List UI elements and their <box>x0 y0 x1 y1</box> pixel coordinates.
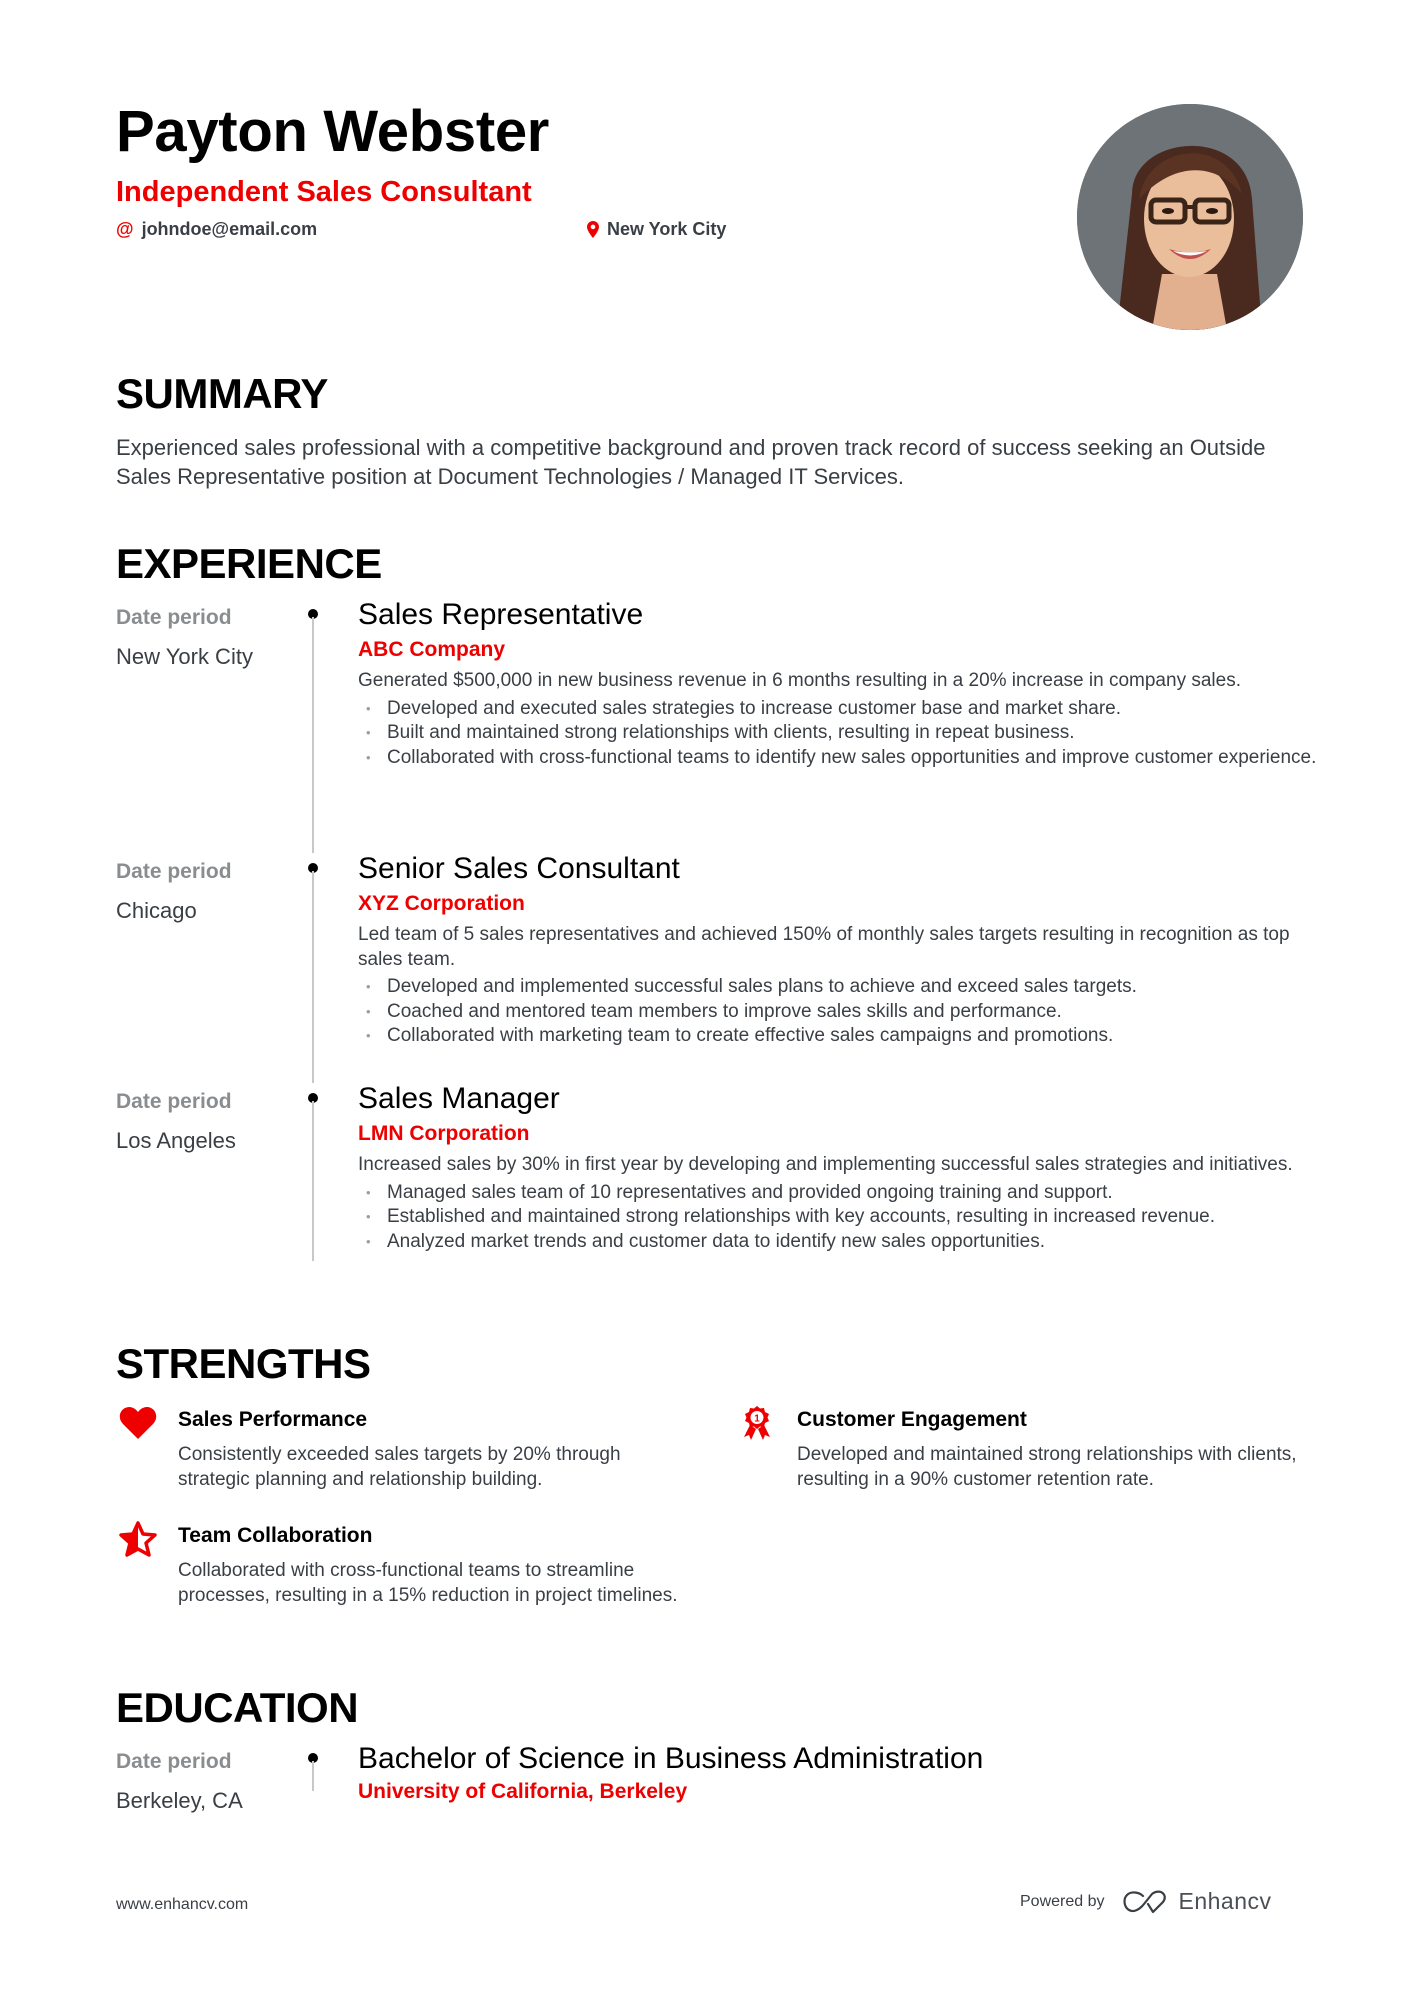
date-period: Date period <box>116 1750 232 1773</box>
enhancv-logo-icon <box>1123 1890 1169 1914</box>
bullet-item: • Managed sales team of 10 representatives and provided ongoing training and support. <box>358 1181 1318 1206</box>
candidate-name: Payton Webster <box>116 99 550 164</box>
summary-text: Experienced sales professional with a competitive background and proven track record of success seeking an Outside Sales Representative position at Document Technologies / Managed IT Services. <box>116 435 1266 489</box>
job-description: Increased sales by 30% in first year by developing and implementing successful sales strategies and initiatives. <box>358 1154 1293 1175</box>
strength-description: Developed and maintained strong relationships with clients, resulting in a 90% customer retention rate. <box>797 1444 1297 1490</box>
job-title: Senior Sales Consultant <box>358 852 680 885</box>
timeline-line <box>312 1761 314 1791</box>
date-period: Date period <box>116 606 232 629</box>
contact-location <box>587 218 726 240</box>
experience-heading: EXPERIENCE <box>116 540 382 587</box>
bullet-list <box>358 975 1318 1049</box>
bullet-list <box>358 697 1318 771</box>
star-icon <box>118 1521 158 1557</box>
summary-heading: SUMMARY <box>116 370 328 417</box>
svg-text:1: 1 <box>754 1413 760 1425</box>
job-title: Sales Manager <box>358 1082 560 1115</box>
bullet-item: • Developed and executed sales strategies to increase customer base and market share. <box>358 697 1318 722</box>
contact-email <box>116 218 317 240</box>
at-icon: @ <box>116 219 134 239</box>
website-link[interactable]: www.enhancv.com <box>116 1896 249 1913</box>
date-period: Date period <box>116 1090 232 1113</box>
experience-location: Los Angeles <box>116 1128 236 1153</box>
experience-location: Chicago <box>116 898 197 923</box>
bullet-item: • Coached and mentored team members to improve sales skills and performance. <box>358 1000 1318 1025</box>
candidate-title: Independent Sales Consultant <box>116 176 532 208</box>
company-name: ABC Company <box>358 638 506 661</box>
education-heading: EDUCATION <box>116 1684 359 1731</box>
job-description: Generated $500,000 in new business revenue in 6 months resulting in a 20% increase in company sales. <box>358 670 1241 691</box>
award-ribbon-icon <box>737 1405 777 1441</box>
map-pin-icon <box>587 221 599 238</box>
education-location: Berkeley, CA <box>116 1788 243 1813</box>
date-period: Date period <box>116 860 232 883</box>
strength-name: Team Collaboration <box>178 1524 373 1547</box>
timeline-line <box>312 871 314 1083</box>
profile-photo <box>1077 104 1303 330</box>
strength-description: Collaborated with cross-functional teams to streamline processes, resulting in a 15% reduction in project timelines. <box>178 1560 678 1606</box>
enhancv-logo[interactable] <box>1123 1888 1272 1915</box>
job-description: Led team of 5 sales representatives and achieved 150% of monthly sales targets resulting in recognition as top sales team. <box>358 924 1290 970</box>
job-title: Sales Representative <box>358 598 644 631</box>
bullet-item: • Established and maintained strong relationships with key accounts, resulting in increased revenue. <box>358 1205 1318 1230</box>
bullet-item: • Collaborated with marketing team to create effective sales campaigns and promotions. <box>358 1024 1318 1049</box>
location-text: New York City <box>607 219 727 239</box>
powered-by <box>1020 1888 1272 1915</box>
bullet-item: • Built and maintained strong relationships with clients, resulting in repeat business. <box>358 721 1318 746</box>
company-name: XYZ Corporation <box>358 892 525 915</box>
strength-name: Sales Performance <box>178 1408 368 1431</box>
bullet-list <box>358 1181 1318 1255</box>
company-name: LMN Corporation <box>358 1122 530 1145</box>
strengths-heading: STRENGTHS <box>116 1340 371 1387</box>
heart-icon <box>118 1405 158 1441</box>
experience-location: New York City <box>116 644 253 669</box>
brand-name: Enhancv <box>1178 1888 1272 1914</box>
bullet-item: • Analyzed market trends and customer data to identify new sales opportunities. <box>358 1230 1318 1255</box>
school-name: University of California, Berkeley <box>358 1780 688 1803</box>
powered-by-label: Powered by <box>1020 1892 1105 1910</box>
strength-description: Consistently exceeded sales targets by 20% through strategic planning and relationship building. <box>178 1444 621 1490</box>
bullet-item: • Collaborated with cross-functional teams to identify new sales opportunities and improve customer experience. <box>358 746 1318 771</box>
bullet-item: • Developed and implemented successful sales plans to achieve and exceed sales targets. <box>358 975 1318 1000</box>
timeline-line <box>312 1101 314 1261</box>
strength-name: Customer Engagement <box>797 1408 1027 1431</box>
timeline-line <box>312 617 314 853</box>
email-text: johndoe@email.com <box>141 219 318 239</box>
degree-name: Bachelor of Science in Business Administration <box>358 1742 984 1775</box>
